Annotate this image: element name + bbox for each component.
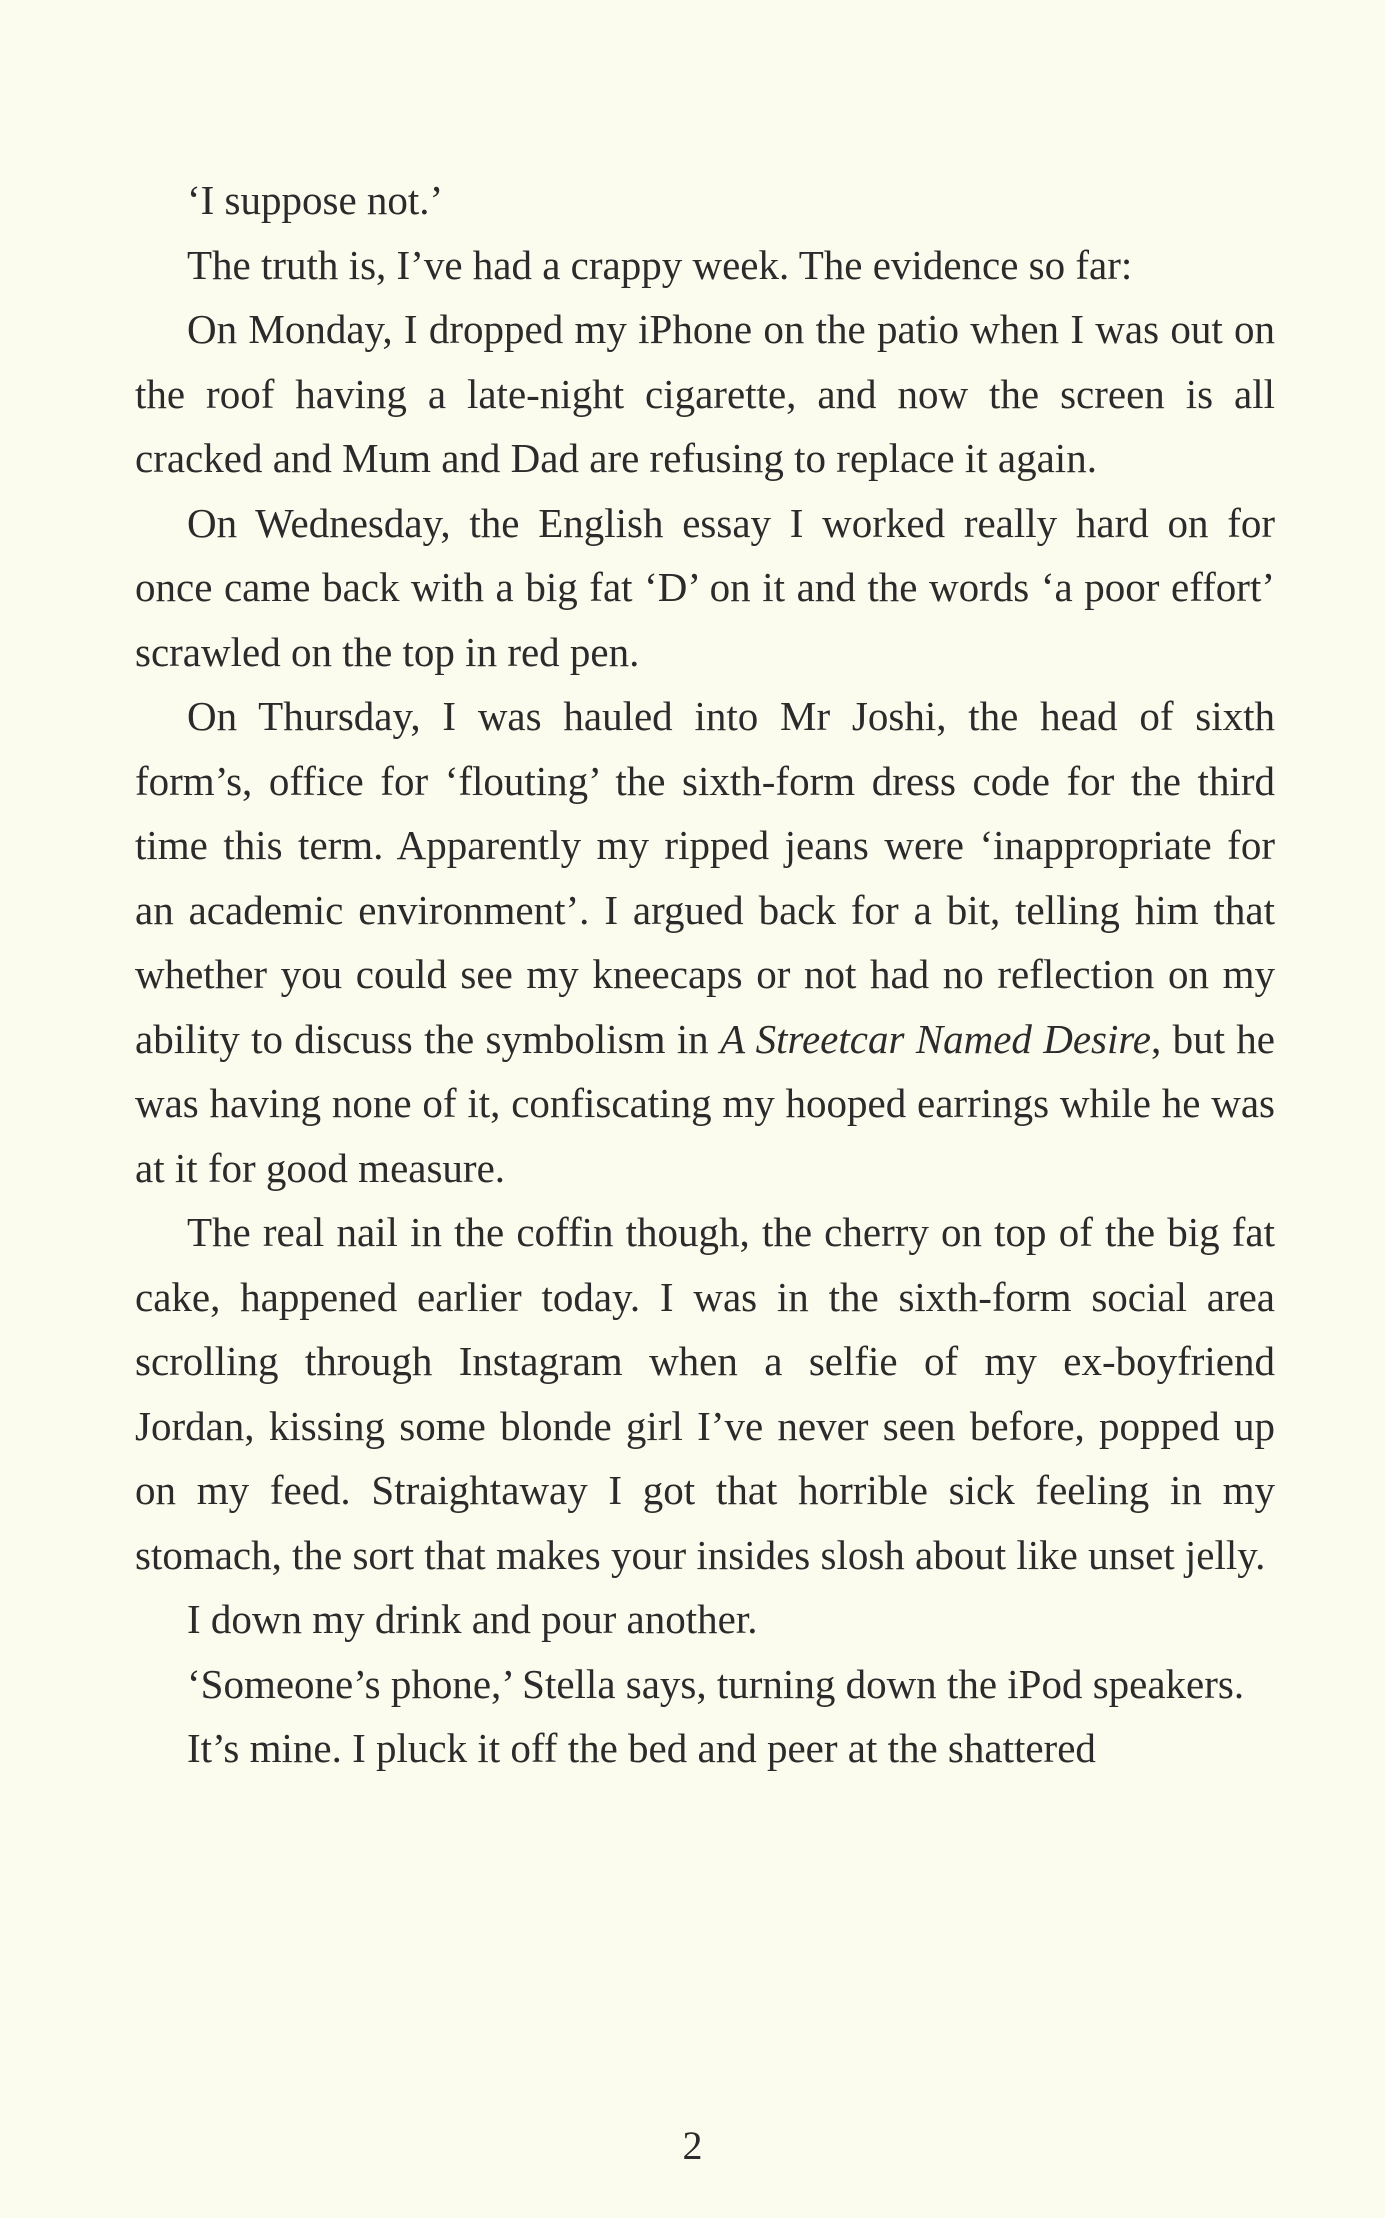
paragraph-1: ‘I suppose not.’ bbox=[187, 177, 444, 223]
paragraph-5-text-before: On Thursday, I was hauled into Mr Joshi, the head of sixth form’s, office for ‘flouting’ the sixth-form dress code for the third time this term. Apparently my ripped jeans were ‘inappropriate for an academic environment’. I argued back for a bit, telling him that whether you could see my kneecaps or not had no reflection on my ability to discuss the symbolism in bbox=[135, 693, 1275, 1062]
paragraph-3: On Monday, I dropped my iPhone on the patio when I was out on the roof having a late-night cigarette, and now the screen is all cracked and Mum and Dad are refusing to replace it again. bbox=[135, 306, 1275, 481]
page-number: 2 bbox=[682, 2123, 703, 2168]
paragraph-5 bbox=[135, 684, 1275, 1200]
paragraph-8: ‘Someone’s phone,’ Stella says, turning down the iPod speakers. bbox=[187, 1660, 1245, 1707]
paragraph-7: I down my drink and pour another. bbox=[187, 1596, 758, 1642]
book-title: A Streetcar Named Desire bbox=[720, 1015, 1151, 1062]
paragraph-4: On Wednesday, the English essay I worked really hard on for once came back with a big fat ‘D’ on it and the words ‘a poor effort’ scrawled on the top in red pen. bbox=[135, 499, 1275, 675]
body-text bbox=[135, 168, 1275, 1781]
paragraph-5-text-after: , but he was having none of it, confiscating my hooped earrings while he was at it for good measure. bbox=[135, 1015, 1275, 1191]
paragraph-2: The truth is, I’ve had a crappy week. The evidence so far: bbox=[187, 241, 1133, 288]
paragraph-9: It’s mine. I pluck it off the bed and peer at the shattered bbox=[187, 1725, 1096, 1771]
paragraph-6: The real nail in the coffin though, the cherry on top of the big fat cake, happened earlier today. I was in the sixth-form social area scrolling through Instagram when a selfie of my ex-boyfriend Jordan, kissing some blonde girl I’ve never seen before, popped up on my feed. Straightaway I got that horrible sick feeling in my stomach, the sort that makes your insides slosh about like unset jelly. bbox=[135, 1209, 1275, 1578]
